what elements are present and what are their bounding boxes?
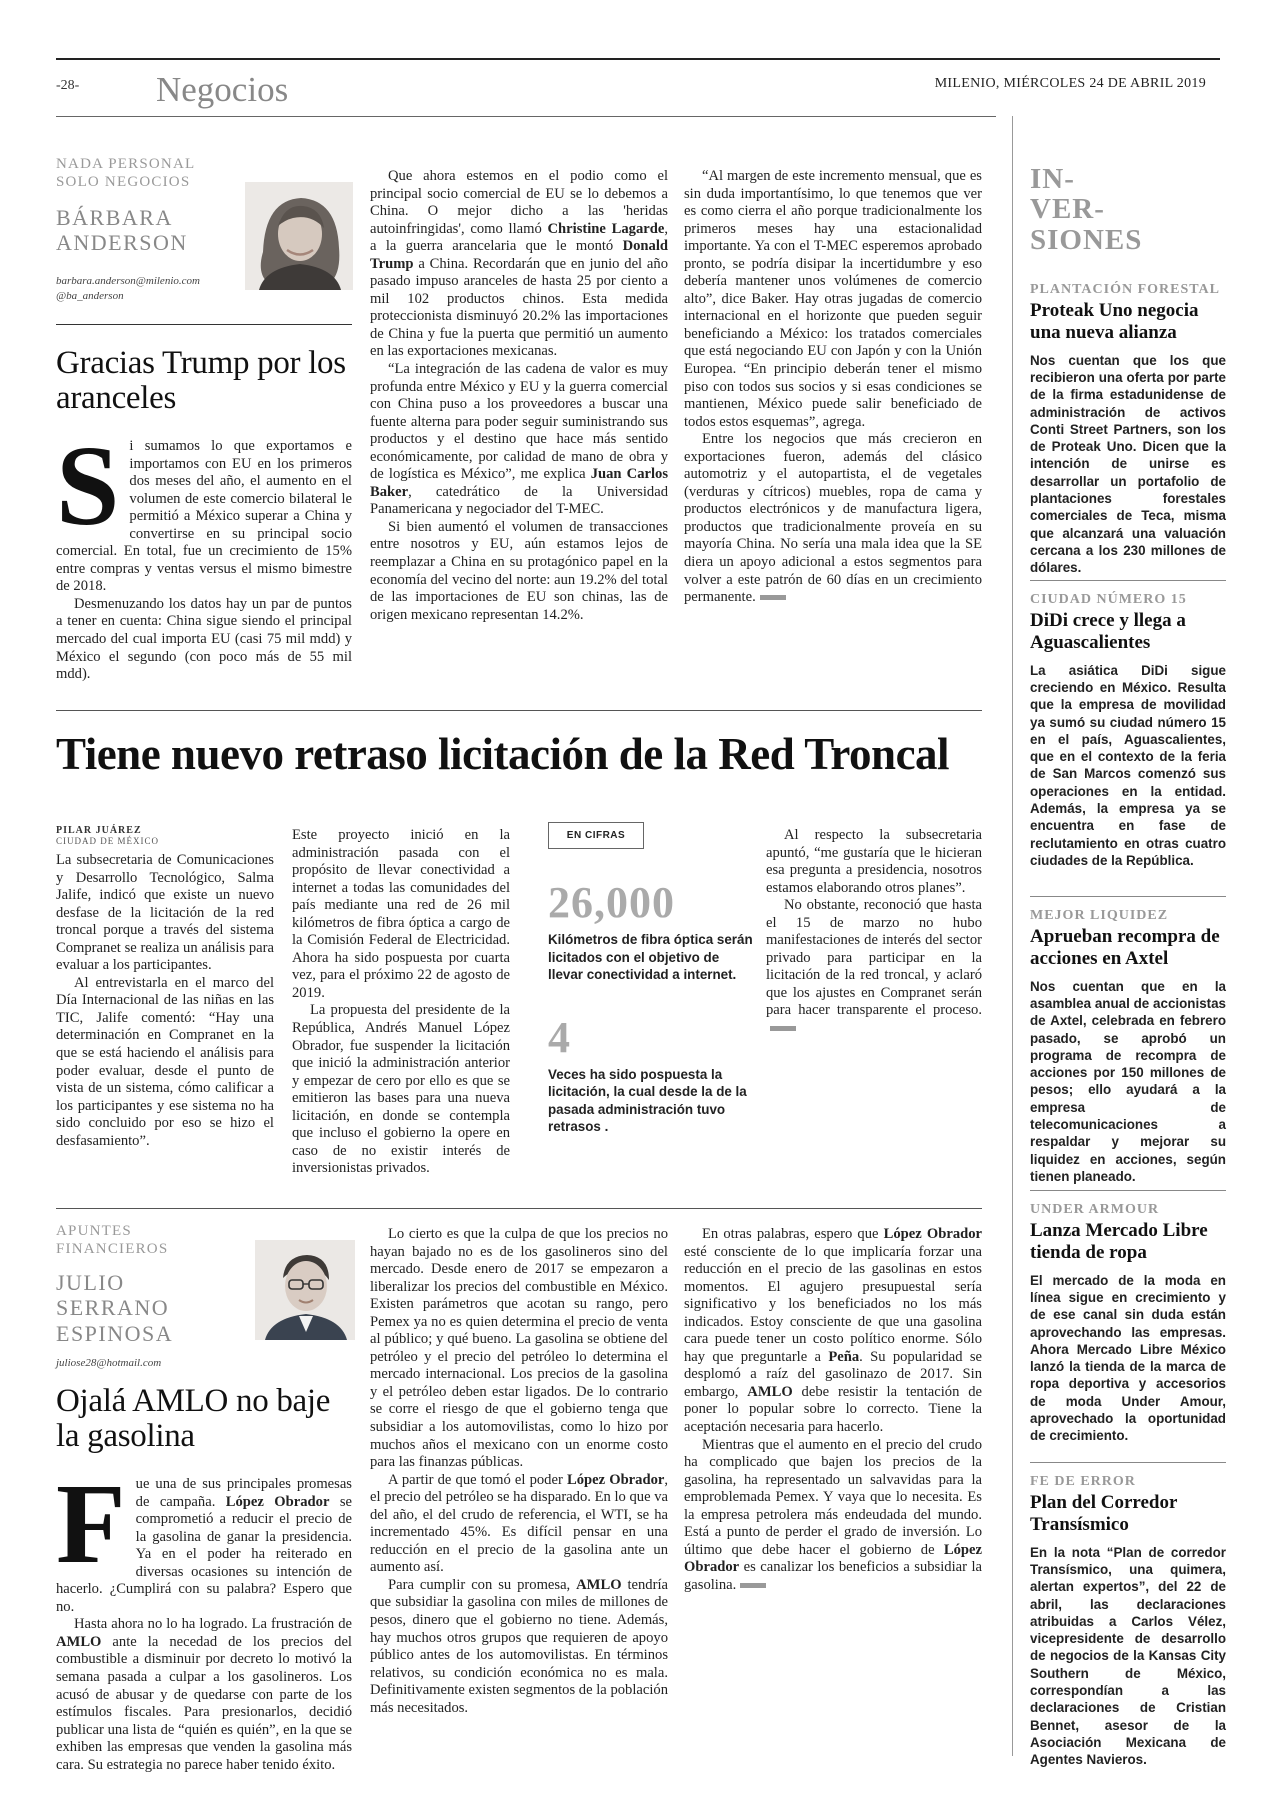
column1-email: barbara.anderson@milenio.com — [56, 274, 200, 287]
figure-2-text: Veces ha sido pospuesta la licitación, la cual desde la de la pasada administración tuvo retrasos . — [548, 1066, 747, 1134]
column1-p3-name2: Donald Trump — [370, 238, 668, 272]
main-byline — [56, 825, 256, 846]
column2-p6-name2: Peña — [828, 1348, 860, 1365]
en-cifras-panel — [548, 822, 756, 1136]
en-cifras-label: EN CIFRAS — [548, 822, 644, 849]
sidebar-item — [1030, 282, 1226, 577]
sidebar-item-headline: Aprueban recompra de acciones en Axtel — [1030, 926, 1220, 969]
main-paragraph-4: La propuesta del presidente de la República, Andrés Manuel López Obrador, fue suspender la licitación que inició la administración anterior y empezar de cero por ello es que se emitieron las bases para una nueva licitación, en donde se contempla que incluso el gobierno la opere en caso de no existir interés de inversionistas privados. — [292, 1002, 510, 1177]
column1-p3-b: , a la guerra arancelaria que le montó — [370, 220, 668, 255]
main-paragraph-2: Al entrevistarla en el marco del Día Internacional de las niñas en las TIC, Jalife comentó: “Hay una determinación en Compranet en la que se está haciendo el análisis para poder evaluar, desde el punto de vista de un sistema, cómo calificar a los participantes y ese sistema no ha sido concluido por eso se hizo el desfasamiento”. — [56, 974, 274, 1149]
column2-p5-b: tendría que subsidiar la gasolina con miles de millones de pesos, dinero que el gobierno no tiene. Además, hay muchos otros grupos que requieren de apoyo público antes de los automovilistas. En términos relativos, su condición económica no es mala. Definitivamente existen segmentos de la población más necesitados. — [370, 1576, 668, 1716]
column1-p4-b: , catedrático de la Universidad Panamericana y negociador del T-MEC. — [370, 483, 668, 518]
column2-author-line2: SERRANO — [56, 1295, 170, 1321]
sidebar-item — [1030, 1474, 1226, 1769]
column2-paragraph-5 — [370, 1577, 668, 1717]
column2-p6-name: López Obrador — [883, 1226, 983, 1242]
sidebar-divider — [1030, 580, 1226, 581]
sidebar-item-body: Nos cuentan que en la asamblea anual de accionistas de Axtel, celebrada en febrero pasado, se aprobó un programa de recompra de acciones por 150 millones de pesos; ello ayudará a la empresa de telecomunicaciones a respaldar y mejorar su liquidez en acciones, según tienen planeado. — [1030, 978, 1226, 1184]
column2-p6-d: debe resistir la tentación de poner lo popular sobre lo correcto. Tiene la aceptación necesaria para hacerlo. — [684, 1383, 982, 1436]
portrait-icon — [255, 1240, 355, 1340]
column2-text-col2 — [370, 1226, 668, 1738]
main-paragraph-3: Este proyecto inició en la administración pasada con el propósito de llevar conectividad a internet a todas las comunidades del país mediante una red de 26 mil kilómetros de fibra óptica a cargo de la Comisión Federal de Electricidad. Ahora ha sido pospuesta por cuarta vez, para el próximo 22 de agosto de 2019. — [292, 827, 510, 1001]
column2-paragraph-4 — [370, 1472, 668, 1577]
column2-p6-a: En otras palabras, espero que — [702, 1226, 884, 1242]
column1-text-col3 — [684, 168, 982, 678]
column2-p7-a: Mientras que el aumento en el precio del crudo ha complicado que bajen los precios de la gasolina, ha representado un salvavidas para la emproblemada Pemex. Y vaya que lo necesita. Es la empresa petrolera más endeudada del mundo. Está a punto de perder el grado de inversión. Lo último que debe hacer el gobierno de — [684, 1436, 982, 1558]
column1-text-col2 — [370, 168, 668, 668]
main-paragraph-1: La subsecretaria de Comunicaciones y Desarrollo Tecnológico, Salma Jalife, indicó que existe un nuevo desfase de la licitación de la red troncal porque a través del sistema Compranet se realiza un análisis para evaluar a los participantes. — [56, 852, 274, 974]
column1-handle: @ba_anderson — [56, 289, 124, 302]
sidebar-item-kicker: UNDER ARMOUR — [1030, 1202, 1160, 1217]
column2-p5-name: AMLO — [576, 1576, 622, 1593]
figure-1-text: Kilómetros de fibra óptica serán licitados con el objetivo de llevar conectividad a internet. — [548, 932, 753, 982]
end-mark — [770, 1026, 796, 1031]
sidebar-item-body: En la nota “Plan de corredor Transísmico, una quimera, alertan expertos”, del 22 de abril, las declaraciones atribuidas a Carlos Vélez, vicepresidente de desarrollo de negocios de la Kansas City Southern de México, correspondían a las declaraciones de Cristian Bennet, asesor de la Asociación Mexicana de Agentes Navieros. — [1030, 1544, 1226, 1768]
column2-p2-name: AMLO — [56, 1633, 102, 1650]
masthead-rule — [56, 116, 996, 117]
column1-contact — [56, 274, 236, 305]
top-rule — [56, 58, 1220, 60]
sidebar-item-kicker: MEJOR LIQUIDEZ — [1030, 908, 1169, 923]
column1-paragraph-4 — [370, 361, 668, 519]
column2-p1-b: se comprometió a reducir el precio de la gasolina de ganar la presidencia. Ya en el poder ha reiterado en diversas ocasiones su intención de hacerlo. ¿Cumplirá con su palabra? Espero que no. — [56, 1493, 352, 1615]
sidebar-item-headline: Lanza Mercado Libre tienda de ropa — [1030, 1220, 1208, 1263]
column2-p4-name: López Obrador — [566, 1471, 665, 1488]
sidebar-item-body: Nos cuentan que los que recibieron una oferta por parte de la firma estadunidense de administración de activos Conti Street Partners, son los de Proteak Uno. Dicen que la intención de unirse es desarrollar un portafolio de plantaciones forestales comerciales de Teca, misma que alcanzará una valuación cercana a los 230 millones de dólares. — [1030, 352, 1226, 576]
column2-p7-name: López Obrador — [684, 1541, 982, 1576]
end-mark — [760, 595, 786, 600]
column1-p3-name1: Christine Lagarde — [547, 220, 665, 237]
column2-p1-name: López Obrador — [225, 1493, 330, 1510]
column1-paragraph-2: Desmenuzando los datos hay un par de puntos a tener en cuenta: China sigue siendo el principal mercado del cual importa EU (casi 75 mil mdd) y México el segundo (con poco más de 55 mil mdd). — [56, 595, 352, 683]
column1-p4-name: Juan Carlos Baker — [370, 466, 668, 500]
column2-paragraph-7 — [684, 1437, 982, 1595]
column2-p1-a: ue una de sus principales promesas de campaña. — [135, 1476, 352, 1510]
author-photo-barbara — [245, 182, 353, 290]
column2-p7-b: es canalizar los beneficios a subsidiar la gasolina. — [684, 1559, 982, 1593]
column1-p3-c: a China. Recordarán que en junio del año pasado impuso aranceles de hasta 25 por ciento a mil 102 productos chinos. Esta medida proteccionista disminuyó 20.2% las importaciones de China y fue la puerta que permitió un aumento en las exportaciones mexicanas. — [370, 255, 668, 360]
column1-text-col1 — [56, 422, 352, 683]
main-p6-text: No obstante, reconoció que hasta el 15 de marzo no hubo manifestaciones de interés del sector privado para participar en la licitación de la red troncal, y aclaró que los ajustes en Compranet serán para hacer transparente el proceso. — [766, 897, 982, 1019]
column2-kicker — [56, 1222, 246, 1258]
column2-kicker-line1: APUNTES — [56, 1223, 132, 1239]
column2-p4-a: A partir de que tomó el poder — [388, 1471, 567, 1488]
column1-kicker-line2: SOLO NEGOCIOS — [56, 174, 191, 190]
dateline: MILENIO, MIÉRCOLES 24 DE ABRIL 2019 — [934, 76, 1206, 91]
main-byline-author: PILAR JUÁREZ — [56, 825, 142, 836]
column1-header — [56, 155, 236, 304]
column1-p3-a: Que ahora estemos en el podio como el principal socio comercial de EU se lo debemos a China. O mejor dicho a las 'heridas autoinfringidas', como llamó — [370, 168, 668, 237]
sidebar-item-body: El mercado de la moda en línea sigue en crecimiento y de ese canal sin duda están aprovechando las empresas. Ahora Mercado Libre México lanzó la tienda de la marca de ropa deportiva y accesorios de moda Under Amour, aprovechado la oportunidad de crecimiento. — [1030, 1272, 1226, 1444]
sidebar-item — [1030, 908, 1226, 1185]
sidebar-item-body: La asiática DiDi sigue creciendo en México. Resulta que la empresa de movilidad ya sumó su ciudad número 15 en el país, Aguascalientes, que en el contexto de la feria de San Marcos comenzó sus operaciones en la entidad. Además, la empresa ya se encuentra en fase de reclutamiento en otras cuatro ciudades de la República. — [1030, 662, 1226, 868]
sidebar-item — [1030, 592, 1226, 869]
column2-headline: Ojalá AMLO no baje la gasolina — [56, 1383, 331, 1455]
column1-headline: Gracias Trump por los aranceles — [56, 345, 346, 417]
column1-author — [56, 205, 236, 256]
column1-author-line1: BÁRBARA — [56, 205, 173, 230]
column2-p6-name3: AMLO — [747, 1383, 793, 1400]
column2-kicker-line2: FINANCIEROS — [56, 1241, 169, 1257]
main-text-col2 — [292, 827, 510, 1180]
figure-1-value: 26,000 — [548, 878, 675, 927]
column1-paragraph-7 — [684, 431, 982, 606]
sidebar-divider — [1030, 1190, 1226, 1191]
end-mark — [740, 1583, 766, 1588]
main-paragraph-5: Al respecto la subsecretaria apuntó, “me gustaría que le hicieran esa pregunta a presidencia, nosotros estamos elaborando otros planes”. — [766, 827, 982, 896]
sidebar-item — [1030, 1202, 1226, 1445]
column1-dropcap: S — [56, 422, 120, 549]
sidebar-divider — [1030, 1462, 1226, 1463]
sidebar-item-kicker: PLANTACIÓN FORESTAL — [1030, 282, 1221, 297]
figure-2-value: 4 — [548, 1012, 571, 1062]
column1-divider — [56, 324, 352, 325]
column2-paragraph-2 — [56, 1616, 352, 1774]
sidebar-title-line2: VER- — [1030, 193, 1105, 226]
column2-paragraph-6 — [684, 1226, 982, 1437]
column1-author-line2: ANDERSON — [56, 230, 188, 256]
column2-email: juliose28@hotmail.com — [56, 1356, 162, 1369]
sidebar-vertical-rule — [1012, 116, 1013, 1756]
author-photo-julio — [255, 1240, 355, 1340]
column2-p2-b: ante la necedad de los precios del combustible a disminuir por decreto lo motivó la semana pasada a culpar a los gasolineros. Los acusó de abusar y de quedarse con parte de los estímulos fiscales. Para presionarlos, decidió publicar una lista de “quién es quién”, en la que se exhiben las empresas que venden la gasolina más cara. Su estrategia no parece haber tenido éxito. — [56, 1633, 352, 1773]
section-title: Negocios — [156, 70, 289, 109]
column2-author-line1: JULIO — [56, 1270, 125, 1295]
main-headline: Tiene nuevo retraso licitación de la Red Troncal — [56, 729, 950, 779]
column2-text-col1 — [56, 1460, 352, 1773]
column1-kicker-line1: NADA PERSONAL — [56, 156, 196, 172]
sidebar-title-line1: IN- — [1030, 163, 1075, 195]
column1-paragraph-3 — [370, 168, 668, 361]
column1-paragraph-6: “Al margen de este incremento mensual, que es sin duda importantísimo, lo que tenemos que ver es como cierra el año porque tradicionalmente los primeros meses hay una estacionalidad importante. Ya con el T-MEC esperemos aprobado pronto, se podría disipar la incertidumbre y eso debería mantener unos volúmenes de comercio alto”, dice Baker. Hay otras jugadas de comercio internacional en el horizonte que pueden seguir beneficiando a México: los tratados comerciales que está negociando EU con Japón y con la Unión Europea. “En principio deberán tener el mismo piso con todos sus socios y si esas condiciones se mantienen, México puede salir beneficiado de todos estos esquemas”, agrega. — [684, 168, 982, 430]
column2-paragraph-3: Lo cierto es que la culpa de que los precios no hayan bajado no es de los gasolineros sino del mercado. Desde enero de 2017 se empezaron a liberalizar los precios del combustible en México. Existen parámetros que acotan su rango, pero Pemex ya no es quien determina el precio de venta al público; y qué bueno. La gasolina se obtiene del petróleo y el precio del petróleo lo determina el mercado internacional. Los precios de la gasolina y el petróleo deben estar ligados. De lo contrario se corre el riesgo de que el gobierno tenga que subsidiar a los automovilistas, como lo hizo por muchos años el mexicano con un enorme costo para las finanzas públicas. — [370, 1226, 668, 1471]
main-byline-city: CIUDAD DE MÉXICO — [56, 836, 159, 846]
sidebar-divider — [1030, 896, 1226, 897]
column1-paragraph-5: Si bien aumentó el volumen de transacciones entre nosotros y EU, aún estamos lejos de reemplazar a China en su protagónico papel en la economía del vecino del norte: aun 19.2% del total de las importaciones de EU son chinas, las de origen mexicano representan 14.2%. — [370, 518, 668, 623]
column1-p7-text: Entre los negocios que más crecieron en exportaciones fueron, además del clásico automotriz y el autopartista, el de vegetales (verduras y cítricos) muebles, ropa de cama y productos electrónicos y de manufactura ligera, productos que tradicionalmente proveía en su mayoría China. No sería una mala idea que la SE diera un apoyo adicional a estos segmentos para volver a este patrón de 60 días en un crecimiento permanente. — [684, 431, 982, 606]
column1-kicker — [56, 155, 236, 191]
column2-p6-c: . Su popularidad se desplomó a raíz del gasolinazo de 2017. Sin embargo, — [684, 1348, 982, 1400]
sidebar-title-line3: SIONES — [1030, 223, 1143, 256]
sidebar-item-headline: Proteak Uno negocia una nueva alianza — [1030, 300, 1199, 343]
sidebar-item-headline: Plan del Corredor Transísmico — [1030, 1492, 1178, 1535]
section-divider-top — [56, 710, 982, 711]
portrait-icon — [245, 182, 353, 290]
column2-header — [56, 1222, 246, 1371]
column2-text-col3 — [684, 1226, 982, 1744]
section-divider-bottom — [56, 1208, 982, 1209]
sidebar-title — [1030, 164, 1142, 255]
sidebar-item-kicker: CIUDAD NÚMERO 15 — [1030, 592, 1187, 607]
column2-p5-a: Para cumplir con su promesa, — [388, 1576, 577, 1593]
main-text-col1 — [56, 852, 274, 1178]
sidebar-item-headline: DiDi crece y llega a Aguascalientes — [1030, 610, 1186, 653]
column2-p6-b: esté consciente de lo que implicaría forzar una reducción en el precio de las gasolinas en estos momentos. El agujero presupuestal sería significativo y los beneficiados no los más indicados. Estoy consciente de que una gasolina cara puede tener un costo político enorme. Sólo hay que preguntarle a — [684, 1243, 982, 1365]
column1-p4-a: “La integración de las cadena de valor es muy profunda entre México y EU y la guerra comercial con China puso a los proveedores a buscar una fuente alterna para poder seguir suministrando sus productos y el destino que hace más sentido económicamente, por calidad de mano de obra y de logística es México”, me explica — [370, 361, 668, 483]
main-paragraph-6 — [766, 897, 982, 1037]
column2-dropcap: F — [56, 1460, 126, 1587]
sidebar-item-kicker: FE DE ERROR — [1030, 1474, 1136, 1489]
column1-paragraph-1: i sumamos lo que exportamos e importamos con EU en los primeros dos meses del año, el aumento en el volumen de este comercio bilateral le permitió a México superar a China y convertirse en su principal socio comercial. En total, fue un crecimiento de 15% entre compras y ventas versus el mismo bimestre de 2018. — [56, 438, 352, 595]
column2-p4-b: , el precio del petróleo se ha disparado. En lo que va del año, el del crudo de referencia, el WTI, se ha incrementado 45%. Es difícil pensar en una reducción en el precio de la gasolina ante un aumento así. — [370, 1471, 669, 1576]
column2-p2-a: Hasta ahora no lo ha logrado. La frustración de — [74, 1616, 352, 1633]
main-text-col3 — [766, 827, 982, 1182]
column2-author-line3: ESPINOSA — [56, 1320, 174, 1346]
page-number: -28- — [56, 78, 80, 93]
column2-author — [56, 1270, 246, 1346]
